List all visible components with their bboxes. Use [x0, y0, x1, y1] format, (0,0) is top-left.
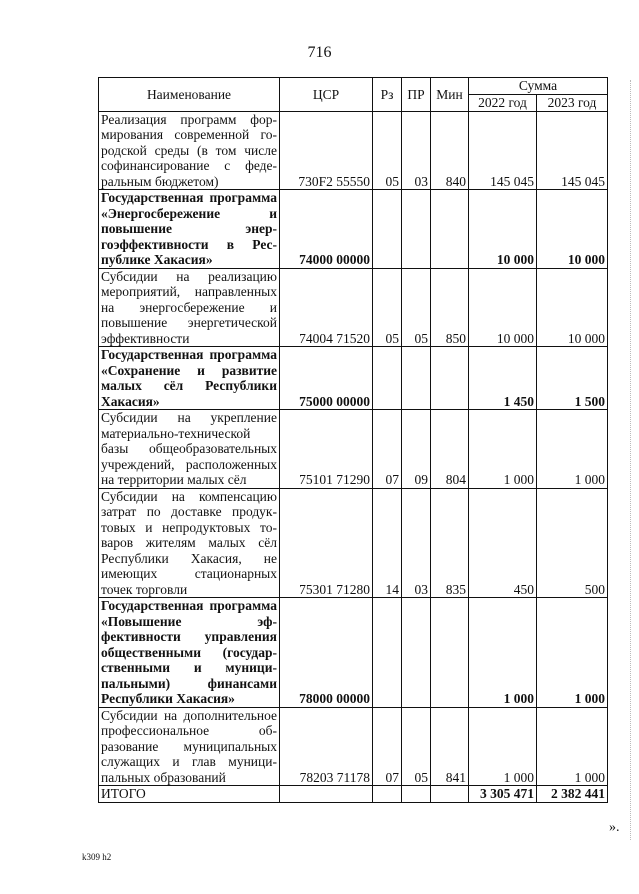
total-empty-pr	[402, 786, 431, 803]
row-2023: 145 045	[537, 111, 608, 190]
row-csr: 78000 00000	[280, 598, 373, 708]
table-row	[99, 268, 608, 347]
budget-table	[98, 77, 608, 803]
header-year-2022: 2022 год	[469, 94, 537, 111]
table-row	[99, 598, 608, 708]
row-min	[431, 347, 469, 410]
row-csr: 74004 71520	[280, 268, 373, 347]
row-2022: 10 000	[469, 190, 537, 269]
row-min	[431, 190, 469, 269]
row-2023: 10 000	[537, 268, 608, 347]
table-row	[99, 707, 608, 786]
row-2023: 1 000	[537, 598, 608, 708]
row-min: 841	[431, 707, 469, 786]
total-row	[99, 786, 608, 803]
row-2022: 1 000	[469, 707, 537, 786]
row-2022: 1 450	[469, 347, 537, 410]
row-pr: 05	[402, 268, 431, 347]
row-rz: 07	[373, 410, 402, 489]
header-rz: Рз	[373, 78, 402, 112]
row-min	[431, 598, 469, 708]
row-name: Субсидии на укрепление материально-технической базы общеобразовательных учреждений, расположенных на территории малых сёл	[99, 410, 280, 489]
total-empty-min	[431, 786, 469, 803]
row-min: 804	[431, 410, 469, 489]
row-2023: 500	[537, 488, 608, 598]
row-pr: 09	[402, 410, 431, 489]
row-2022: 145 045	[469, 111, 537, 190]
page-number: 716	[307, 44, 332, 61]
row-2022: 10 000	[469, 268, 537, 347]
row-2023: 1 000	[537, 410, 608, 489]
row-name: Государственная программа «Повышение эффективности управления общественными (государственными и муниципальными) финансами Республики Хакасия»	[99, 598, 280, 708]
row-csr: 730F2 55550	[280, 111, 373, 190]
row-name: Субсидии на дополнительное профессиональное образование муниципальных служащих и глав муниципальных образований	[99, 707, 280, 786]
footer-code: k309 h2	[82, 852, 112, 862]
row-rz	[373, 190, 402, 269]
header-min: Мин	[431, 78, 469, 112]
row-csr: 78203 71178	[280, 707, 373, 786]
total-2023: 2 382 441	[537, 786, 608, 803]
row-2022: 1 000	[469, 410, 537, 489]
row-csr: 74000 00000	[280, 190, 373, 269]
table-row	[99, 190, 608, 269]
row-2023: 1 500	[537, 347, 608, 410]
row-pr: 03	[402, 111, 431, 190]
header-sum: Сумма	[469, 78, 608, 95]
table-row	[99, 488, 608, 598]
row-2023: 1 000	[537, 707, 608, 786]
row-min: 850	[431, 268, 469, 347]
total-empty-rz	[373, 786, 402, 803]
header-pr: ПР	[402, 78, 431, 112]
row-csr: 75101 71290	[280, 410, 373, 489]
header-year-2023: 2023 год	[537, 94, 608, 111]
row-2023: 10 000	[537, 190, 608, 269]
row-rz: 05	[373, 111, 402, 190]
header-csr: ЦСР	[280, 78, 373, 112]
row-rz: 14	[373, 488, 402, 598]
table-row	[99, 347, 608, 410]
row-rz: 07	[373, 707, 402, 786]
row-2022: 450	[469, 488, 537, 598]
row-2022: 1 000	[469, 598, 537, 708]
row-name: Реализация программ формирования современной городской среды (в том числе софинансирование с федеральным бюджетом)	[99, 111, 280, 190]
row-pr: 03	[402, 488, 431, 598]
row-pr: 05	[402, 707, 431, 786]
row-min: 835	[431, 488, 469, 598]
header-name: Наименование	[99, 78, 280, 112]
row-min: 840	[431, 111, 469, 190]
row-csr: 75301 71280	[280, 488, 373, 598]
row-name: Субсидии на компенсацию затрат по доставке продуктовых и непродуктовых товаров жителям малых сёл Республики Хакасия, не имеющих стационарных точек торговли	[99, 488, 280, 598]
row-pr	[402, 347, 431, 410]
table-body	[99, 111, 608, 786]
row-rz	[373, 347, 402, 410]
total-label: ИТОГО	[99, 786, 280, 803]
row-name: Государственная программа «Сохранение и развитие малых сёл Республики Хакасия»	[99, 347, 280, 410]
margin-scan-artifact	[630, 80, 633, 840]
total-empty-csr	[280, 786, 373, 803]
closing-quote: ».	[609, 820, 620, 835]
row-csr: 75000 00000	[280, 347, 373, 410]
total-2022: 3 305 471	[469, 786, 537, 803]
table-row	[99, 410, 608, 489]
row-rz: 05	[373, 268, 402, 347]
row-rz	[373, 598, 402, 708]
row-name: Субсидии на реализацию мероприятий, направленных на энергосбережение и повышение энергетической эффективности	[99, 268, 280, 347]
table-row	[99, 111, 608, 190]
row-pr	[402, 190, 431, 269]
row-name: Государственная программа «Энергосбережение и повышение энергоэффективности в Республике Хакасия»	[99, 190, 280, 269]
row-pr	[402, 598, 431, 708]
